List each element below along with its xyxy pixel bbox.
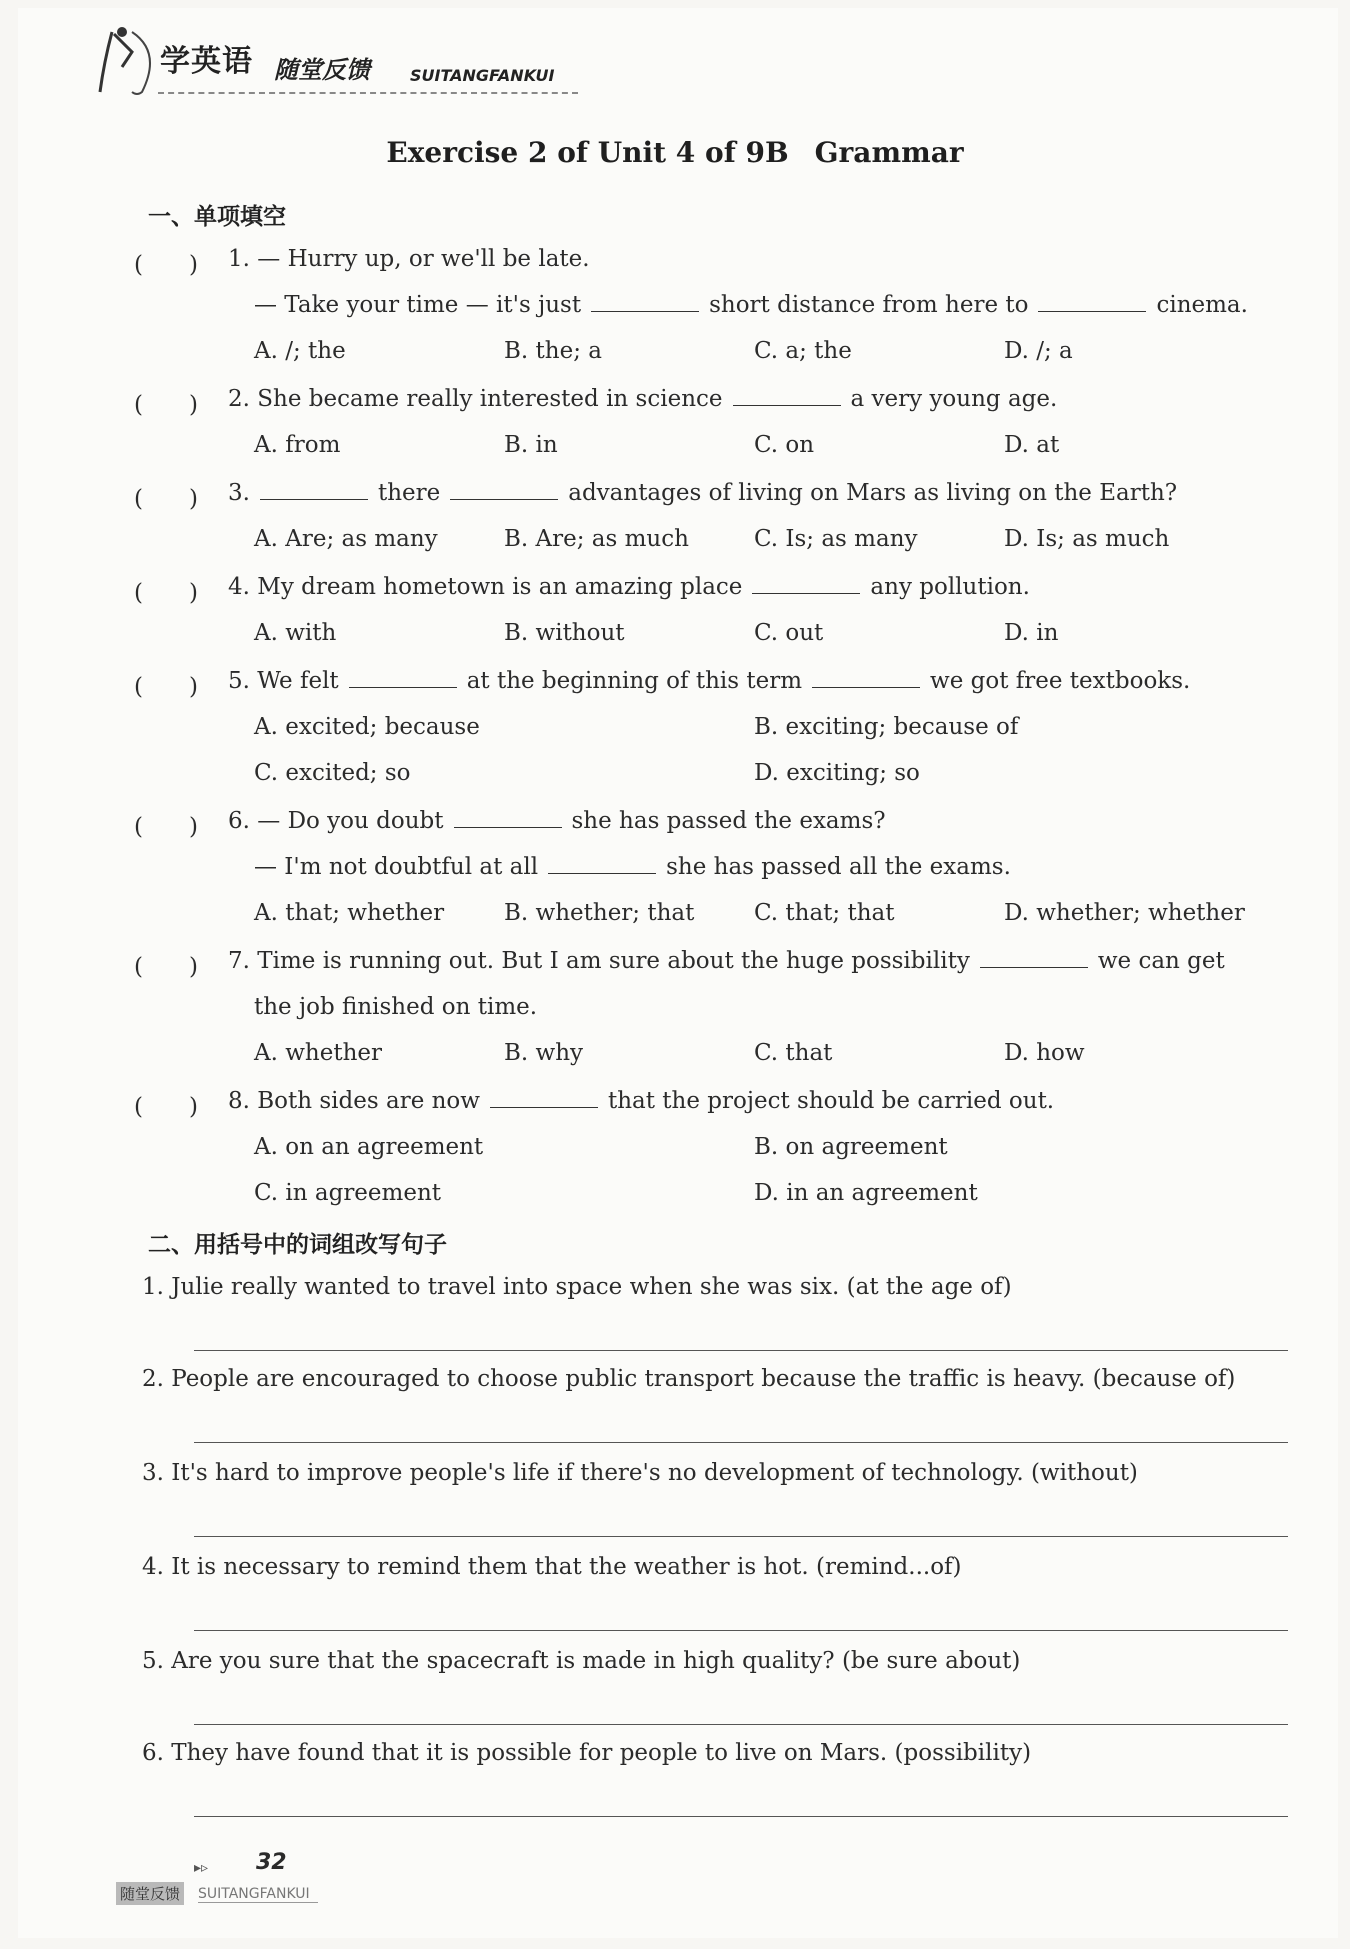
option-c: C. excited; so [254,760,411,786]
option-b: B. without [504,620,625,646]
option-d: D. Is; as much [1004,526,1170,552]
question-number: 4. [228,574,250,600]
option-c: C. that; that [754,900,895,926]
question-text: at the beginning of this term [466,668,803,694]
option-d: D. /; a [1004,338,1073,364]
answer-blank[interactable] [812,669,920,688]
rewrite-item-4: 4. It is necessary to remind them that the weather is hot. (remind...of) [142,1554,962,1580]
option-b: B. why [504,1040,584,1066]
question-text: — Do you doubt [257,808,444,834]
exercise-title [0,136,1350,169]
question-text: we got free textbooks. [930,668,1191,694]
option-a: A. from [254,432,341,458]
option-a: A. that; whether [254,900,445,926]
option-d: D. how [1004,1040,1085,1066]
option-b: B. in [504,432,558,458]
option-b: B. exciting; because of [754,714,1019,740]
answer-blank[interactable] [454,809,562,828]
question-text: a very young age. [850,386,1058,412]
header-banner [92,22,572,102]
answer-blank[interactable] [548,855,656,874]
rewrite-item-5: 5. Are you sure that the spacecraft is made in high quality? (be sure about) [142,1648,1021,1674]
question-number: 5. [228,668,250,694]
question-text: Both sides are now [257,1088,480,1114]
question-text: We felt [257,668,339,694]
question-3 [228,480,1177,506]
footer-pinyin: SUITANGFANKUI [198,1886,318,1903]
question-text: any pollution. [870,574,1030,600]
question-number: 8. [228,1088,250,1114]
option-a: A. /; the [254,338,346,364]
question-text: My dream hometown is an amazing place [257,574,743,600]
question-text: she has passed the exams? [571,808,886,834]
answer-paren[interactable]: ( ) [134,1094,198,1120]
question-text: She became really interested in science [257,386,723,412]
question-text: — I'm not doubtful at all [254,854,539,880]
question-7 [228,948,1225,974]
question-text: advantages of living on Mars as living on the Earth? [568,480,1178,506]
option-a: A. on an agreement [254,1134,484,1160]
question-1-reply [254,292,1248,318]
answer-blank[interactable] [349,669,457,688]
question-text: cinema. [1156,292,1248,318]
banner-subtitle: 随堂反馈 [274,56,370,84]
answer-line[interactable] [194,1816,1288,1817]
answer-blank[interactable] [752,575,860,594]
page-number: 32 [256,1850,287,1875]
question-text: Time is running out. But I am sure about the huge possibility [257,948,970,974]
question-text: there [377,480,441,506]
question-number: 7. [228,948,250,974]
option-b: B. whether; that [504,900,695,926]
option-c: C. a; the [754,338,852,364]
question-text: that the project should be carried out. [607,1088,1055,1114]
option-d: D. in [1004,620,1059,646]
rewrite-item-6: 6. They have found that it is possible for people to live on Mars. (possibility) [142,1740,1032,1766]
question-6 [228,808,886,834]
option-b: B. Are; as much [504,526,689,552]
option-d: D. at [1004,432,1060,458]
option-c: C. on [754,432,815,458]
footer-arrow-icon: ▸▹ [194,1860,209,1876]
question-2 [228,386,1057,412]
option-a: A. excited; because [254,714,480,740]
runner-logo-icon [92,22,162,102]
option-a: A. with [254,620,337,646]
option-d: D. exciting; so [754,760,920,786]
question-number: 3. [228,480,250,506]
question-6-reply [254,854,1011,880]
footer-label: 随堂反馈 [116,1882,184,1905]
question-1 [228,246,590,272]
banner-title: 学英语 [160,44,253,79]
answer-line[interactable] [194,1442,1288,1443]
answer-paren[interactable]: ( ) [134,580,198,606]
option-c: C. that [754,1040,833,1066]
question-number: 6. [228,808,250,834]
option-c: C. in agreement [254,1180,442,1206]
answer-blank[interactable] [733,387,841,406]
question-5 [228,668,1190,694]
question-text: — Take your time — it's just [254,292,582,318]
rewrite-item-1: 1. Julie really wanted to travel into space when she was six. (at the age of) [142,1274,1012,1300]
answer-blank[interactable] [260,481,368,500]
answer-blank[interactable] [490,1089,598,1108]
exercise-title-main: Exercise 2 of Unit 4 of 9B [386,136,789,169]
option-a: A. Are; as many [254,526,438,552]
answer-blank[interactable] [1038,293,1146,312]
answer-paren[interactable]: ( ) [134,674,198,700]
option-c: C. out [754,620,824,646]
answer-blank[interactable] [450,481,558,500]
rewrite-item-3: 3. It's hard to improve people's life if there's no development of technology. (without) [142,1460,1138,1486]
section-1-heading: 一、单项填空 [148,204,286,230]
answer-line[interactable] [194,1536,1288,1537]
question-text: we can get [1097,948,1225,974]
answer-blank[interactable] [591,293,699,312]
question-8 [228,1088,1054,1114]
answer-line[interactable] [194,1724,1288,1725]
question-7-cont: the job finished on time. [254,994,538,1020]
option-c: C. Is; as many [754,526,918,552]
question-text: — Hurry up, or we'll be late. [257,246,590,272]
answer-line[interactable] [194,1630,1288,1631]
option-a: A. whether [254,1040,383,1066]
option-d: D. whether; whether [1004,900,1245,926]
option-d: D. in an agreement [754,1180,978,1206]
question-text: short distance from here to [709,292,1029,318]
question-number: 1. [228,246,250,272]
option-b: B. the; a [504,338,602,364]
option-b: B. on agreement [754,1134,948,1160]
answer-line[interactable] [194,1350,1288,1351]
question-text: she has passed all the exams. [666,854,1011,880]
answer-paren[interactable]: ( ) [134,486,198,512]
banner-divider [158,92,578,94]
question-4 [228,574,1030,600]
section-2-heading: 二、用括号中的词组改写句子 [148,1232,447,1258]
answer-paren[interactable]: ( ) [134,392,198,418]
answer-paren[interactable]: ( ) [134,814,198,840]
banner-pinyin: SUITANGFANKUI [410,66,555,85]
answer-paren[interactable]: ( ) [134,252,198,278]
exercise-title-topic: Grammar [814,136,964,169]
question-number: 2. [228,386,250,412]
worksheet-page [18,8,1338,1938]
rewrite-item-2: 2. People are encouraged to choose public transport because the traffic is heavy. (because of) [142,1366,1236,1392]
answer-blank[interactable] [980,949,1088,968]
answer-paren[interactable]: ( ) [134,954,198,980]
